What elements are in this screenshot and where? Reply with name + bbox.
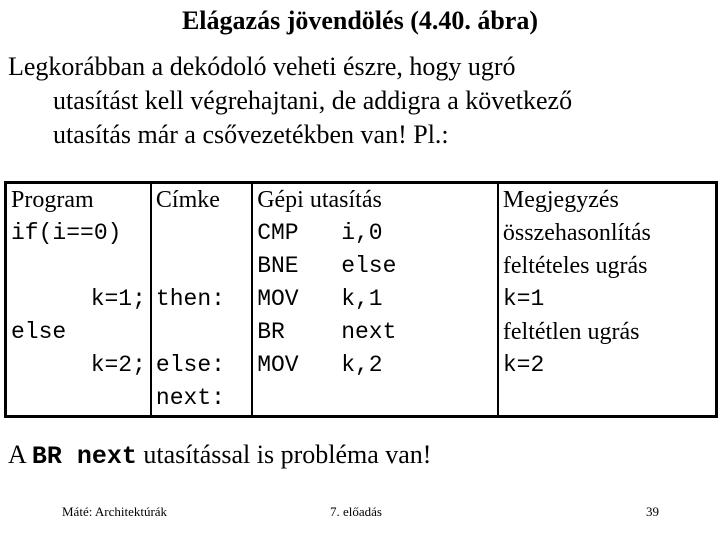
cell-program: else (6, 316, 151, 349)
cell-operand: else (341, 253, 397, 279)
cell-opcode: MOV (257, 286, 299, 312)
footer-author: Máté: Architektúrák (62, 504, 168, 519)
cell-note: k=2 (498, 349, 717, 382)
cell-instruction (252, 283, 498, 316)
cell-program: k=2; (6, 349, 151, 382)
footer-page-number: 39 (646, 504, 659, 519)
bottom-code: BR next (31, 442, 137, 471)
cell-note: feltétlen ugrás (498, 316, 717, 349)
cell-note: feltételes ugrás (498, 250, 717, 283)
cell-opcode: BR (257, 319, 285, 345)
cell-operand: i,0 (341, 220, 383, 246)
cell-instruction (252, 250, 498, 283)
cell-operand: k,1 (341, 286, 383, 312)
cell-label (151, 217, 252, 250)
cell-operand: next (341, 319, 397, 345)
header-program: Program (6, 183, 151, 218)
bottom-statement (8, 440, 431, 471)
cell-instruction (252, 316, 498, 349)
slide-title: Elágazás jövendölés (4.40. ábra) (181, 6, 539, 35)
cell-operand: k,2 (341, 352, 383, 378)
program-table (4, 181, 718, 418)
bottom-prefix: A (8, 440, 26, 469)
cell-opcode: BNE (257, 253, 299, 279)
table-row (6, 217, 717, 250)
cell-instruction (252, 349, 498, 382)
cell-program: k=1; (6, 283, 151, 316)
cell-label (151, 250, 252, 283)
cell-program: if(i==0) (6, 217, 151, 250)
table-row (6, 283, 717, 316)
table-row (6, 316, 717, 349)
cell-program (6, 250, 151, 283)
cell-label: else: (151, 349, 252, 382)
cell-instruction (252, 382, 498, 417)
cell-opcode: CMP (257, 220, 299, 246)
intro-paragraph (8, 50, 713, 152)
table-header-row (6, 183, 717, 218)
cell-note: összehasonlítás (498, 217, 717, 250)
header-note: Megjegyzés (498, 183, 717, 218)
header-instruction: Gépi utasítás (252, 183, 498, 218)
cell-instruction (252, 217, 498, 250)
paragraph-line-1: Legkorábban a dekódoló veheti észre, hogy ugró (8, 52, 516, 81)
paragraph-line-2: utasítást kell végrehajtani, de addigra a következő (53, 86, 573, 115)
cell-opcode: MOV (257, 352, 299, 378)
table-row (6, 349, 717, 382)
cell-label: then: (151, 283, 252, 316)
table-row (6, 250, 717, 283)
footer-lecture: 7. előadás (330, 504, 382, 519)
paragraph-line-3: utasítás már a csővezetékben van! Pl.: (53, 120, 449, 149)
cell-label (151, 316, 252, 349)
cell-note: k=1 (498, 283, 717, 316)
cell-note (498, 382, 717, 417)
cell-label: next: (151, 382, 252, 417)
cell-program (6, 382, 151, 417)
bottom-suffix: utasítással is probléma van! (143, 440, 432, 469)
header-label: Címke (151, 183, 252, 218)
table-row (6, 382, 717, 417)
